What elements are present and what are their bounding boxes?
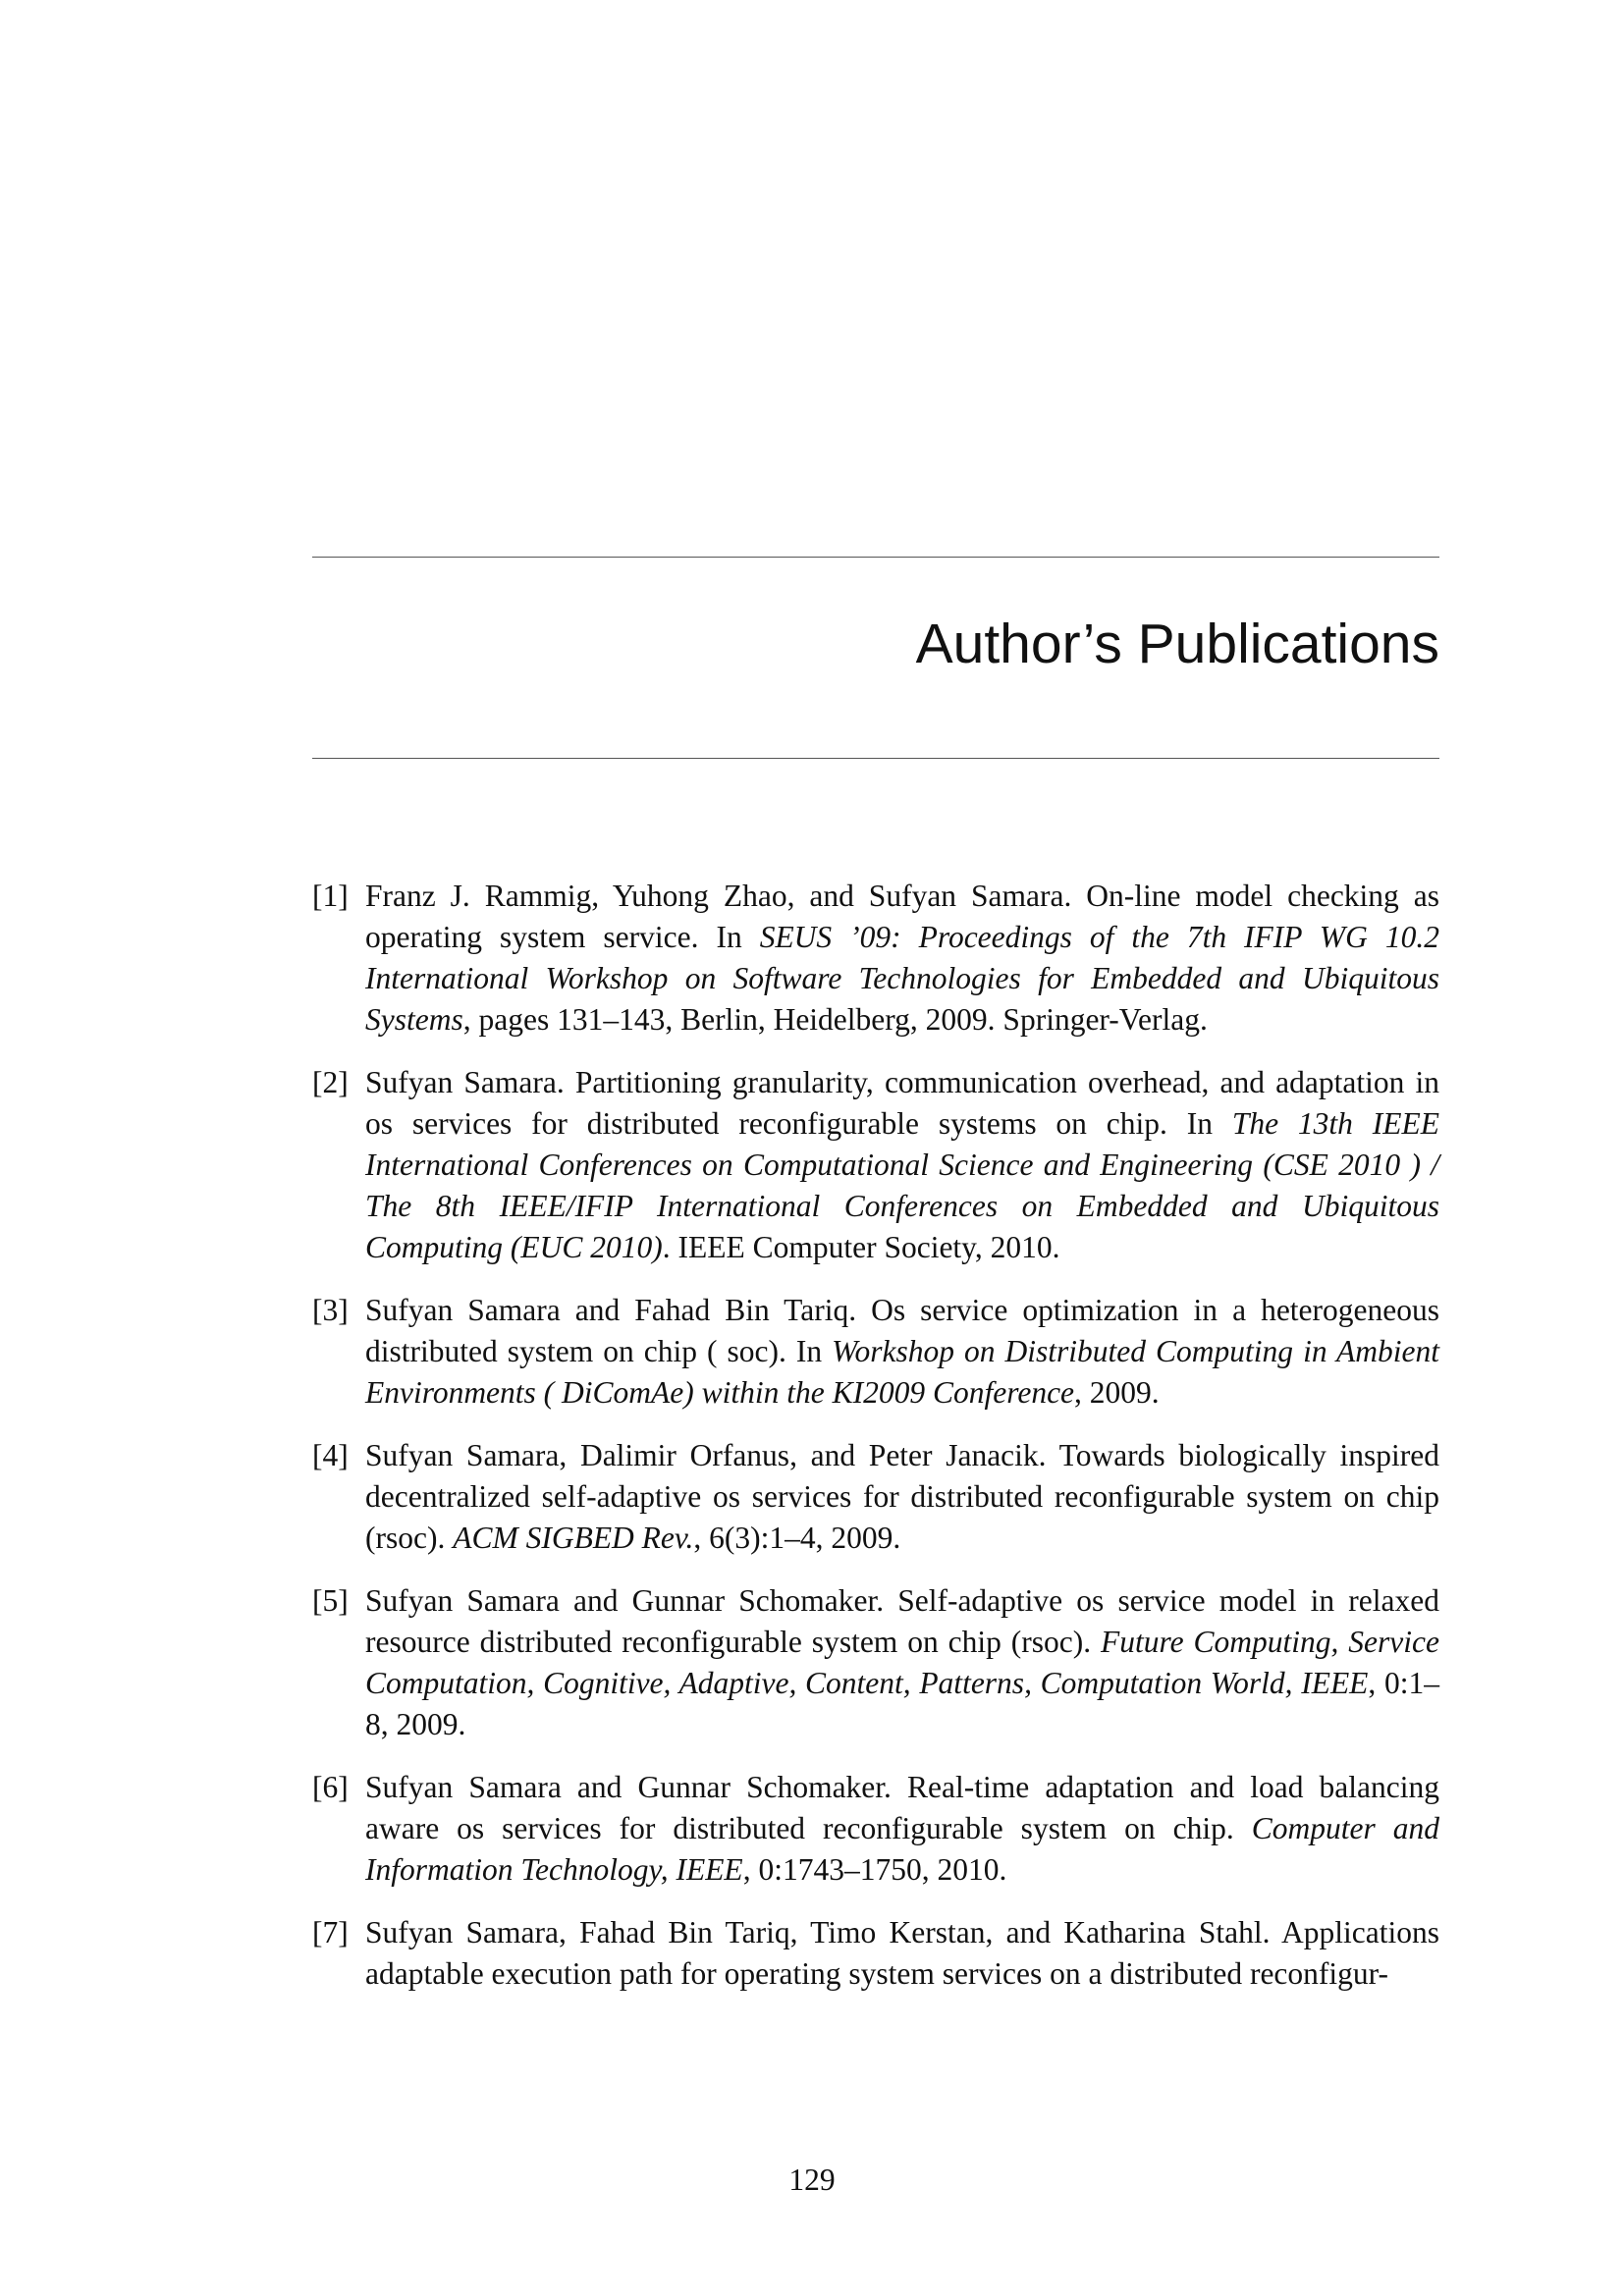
reference-item	[312, 1580, 1439, 1745]
reference-authors-title: Sufyan Samara. Partitioning granularity, communication overhead, and adaptation in os services for distributed reconfigurable systems on chip. In	[365, 1065, 1439, 1141]
chapter-title: Author’s Publications	[915, 613, 1439, 675]
reference-venue: Workshop on Distributed Computing in Ambient Environments ( DiComAe) within the KI2009 Conference	[365, 1334, 1439, 1410]
reference-authors-title: Sufyan Samara and Gunnar Schomaker. Self-adaptive os service model in relaxed resource distributed reconfigurable system on chip (rsoc).	[365, 1583, 1439, 1659]
reference-venue: SEUS ’09: Proceedings of the 7th IFIP WG 10.2 International Workshop on Software Technologies for Embedded and Ubiquitous Systems	[365, 920, 1440, 1037]
reference-venue: Computer and Information Technology, IEEE	[365, 1811, 1440, 1887]
page-number: 129	[788, 2163, 836, 2197]
reference-details: , 0:1743–1750, 2010.	[742, 1852, 1007, 1887]
reference-item	[312, 1290, 1439, 1414]
reference-number: [1]	[312, 879, 349, 913]
reference-details: , pages 131–143, Berlin, Heidelberg, 2009. Springer-Verlag.	[462, 1002, 1208, 1037]
reference-item	[312, 1912, 1439, 1995]
reference-details: , 2009.	[1074, 1375, 1160, 1410]
reference-authors-title: Sufyan Samara and Fahad Bin Tariq. Os service optimization in a heterogeneous distributed system on chip ( soc). In	[365, 1293, 1439, 1368]
reference-venue: The 13th IEEE International Conferences on Computational Science and Engineering (CSE 2010 ) / The 8th IEEE/IFIP International Conferences on Embedded and Ubiquitous Computing (EUC 2010)	[365, 1106, 1439, 1264]
reference-details: . IEEE Computer Society, 2010.	[662, 1230, 1060, 1264]
reference-number: [4]	[312, 1438, 349, 1472]
chapter-bottom-rule	[312, 758, 1439, 759]
reference-item	[312, 1767, 1439, 1891]
reference-number: [6]	[312, 1770, 349, 1804]
chapter-top-rule	[312, 557, 1439, 558]
reference-number: [5]	[312, 1583, 349, 1618]
reference-item	[312, 1062, 1439, 1268]
reference-details: , 6(3):1–4, 2009.	[693, 1521, 901, 1555]
reference-item	[312, 876, 1439, 1041]
reference-venue: ACM SIGBED Rev.	[453, 1521, 694, 1555]
reference-item	[312, 1435, 1439, 1559]
reference-list	[312, 876, 1439, 2016]
reference-authors-title: Sufyan Samara, Fahad Bin Tariq, Timo Kerstan, and Katharina Stahl. Applications adaptable execution path for operating system services on a distributed reconfigur-	[365, 1915, 1439, 1991]
reference-number: [2]	[312, 1065, 349, 1099]
reference-number: [7]	[312, 1915, 349, 1949]
reference-number: [3]	[312, 1293, 349, 1327]
reference-venue: Future Computing, Service Computation, Cognitive, Adaptive, Content, Patterns, Computation World, IEEE	[365, 1625, 1439, 1700]
reference-details: , 0:1–8, 2009.	[365, 1666, 1439, 1741]
reference-authors-title: Franz J. Rammig, Yuhong Zhao, and Sufyan Samara. On-line model checking as operating system service. In	[365, 879, 1439, 954]
reference-authors-title: Sufyan Samara and Gunnar Schomaker. Real-time adaptation and load balancing aware os services for distributed reconfigurable system on chip.	[365, 1770, 1439, 1845]
reference-authors-title: Sufyan Samara, Dalimir Orfanus, and Peter Janacik. Towards biologically inspired decentralized self-adaptive os services for distributed reconfigurable system on chip (rsoc).	[365, 1438, 1439, 1555]
